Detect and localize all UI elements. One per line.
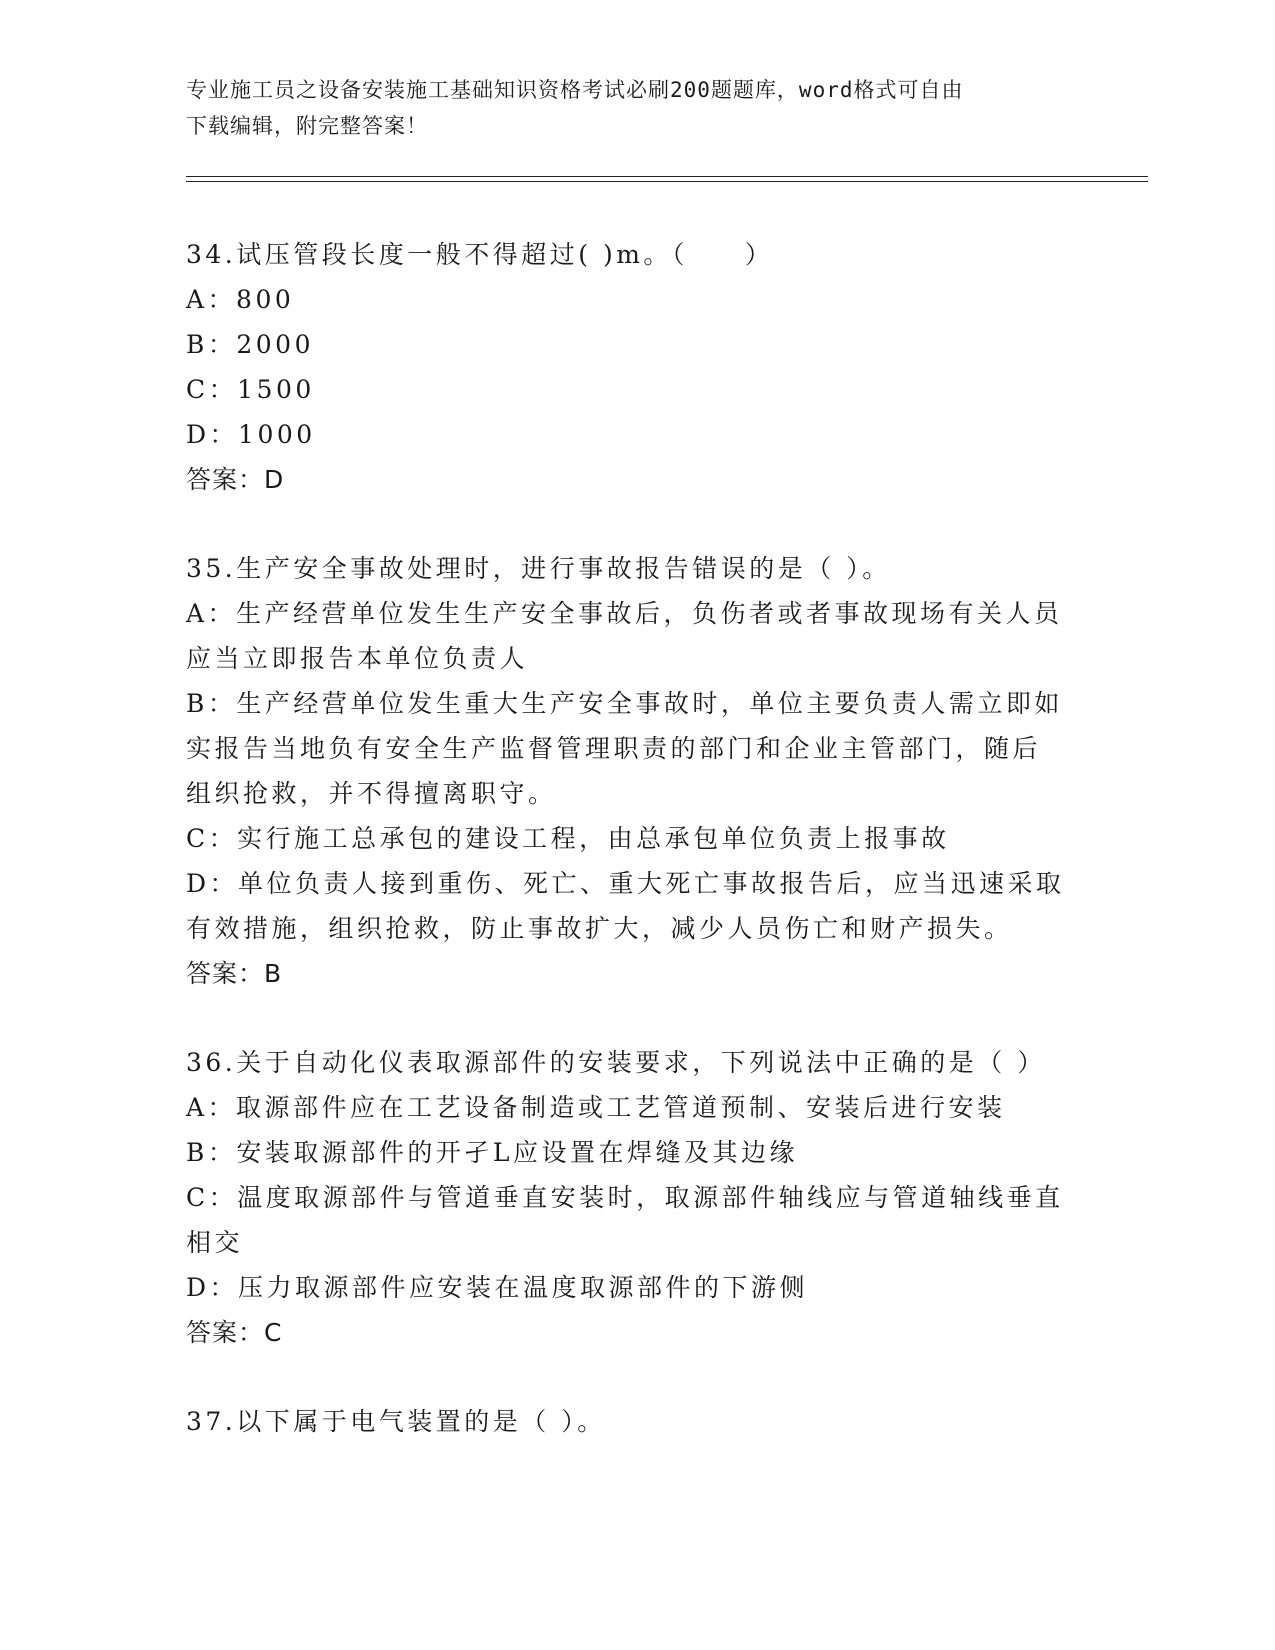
question-37 — [186, 1399, 1086, 1444]
question-title: 37.以下属于电气装置的是（ ）。 — [186, 1407, 606, 1436]
answer-label: 答案：D — [186, 465, 285, 494]
answer-label: 答案：C — [186, 1318, 283, 1347]
option-c: C：温度取源部件与管道垂直安装时，取源部件轴线应与管道轴线垂直相交 — [186, 1183, 1064, 1257]
option-b: B：2000 — [186, 330, 314, 359]
option-c: C：1500 — [186, 375, 315, 404]
question-list — [186, 232, 1086, 1488]
question-34 — [186, 232, 1086, 502]
question-title: 34.试压管段长度一般不得超过( )m。（ ） — [186, 240, 774, 269]
answer-label: 答案：B — [186, 959, 283, 988]
header-divider-top — [186, 176, 1148, 177]
option-d: D：1000 — [186, 420, 316, 449]
option-a: A：生产经营单位发生生产安全事故后，负伤者或者事故现场有关人员应当立即报告本单位负责人 — [186, 599, 1063, 673]
option-d: D：压力取源部件应安装在温度取源部件的下游侧 — [186, 1273, 809, 1302]
header-title-line2: 下载编辑，附完整答案！ — [186, 114, 428, 138]
option-a: A：800 — [186, 285, 295, 314]
option-a: A：取源部件应在工艺设备制造或工艺管道预制、安装后进行安装 — [186, 1093, 1006, 1122]
option-d: D：单位负责人接到重伤、死亡、重大死亡事故报告后，应当迅速采取有效措施，组织抢救，防止事故扩大，减少人员伤亡和财产损失。 — [186, 869, 1065, 943]
document-header — [186, 72, 1066, 144]
option-c: C：实行施工总承包的建设工程，由总承包单位负责上报事故 — [186, 824, 950, 853]
header-divider-bottom — [186, 181, 1148, 182]
question-35 — [186, 546, 1086, 996]
option-b: B：生产经营单位发生重大生产安全事故时，单位主要负责人需立即如实报告当地负有安全生产监督管理职责的部门和企业主管部门，随后组织抢救，并不得擅离职守。 — [186, 689, 1063, 808]
header-title-line1: 专业施工员之设备安装施工基础知识资格考试必刷200题题库，word格式可自由 — [186, 78, 964, 102]
question-36 — [186, 1040, 1086, 1355]
option-b: B：安装取源部件的开孑L应设置在焊缝及其边缘 — [186, 1138, 798, 1167]
question-title: 36.关于自动化仪表取源部件的安装要求，下列说法中正确的是（ ） — [186, 1048, 1046, 1077]
question-title: 35.生产安全事故处理时，进行事故报告错误的是（ ）。 — [186, 554, 891, 583]
